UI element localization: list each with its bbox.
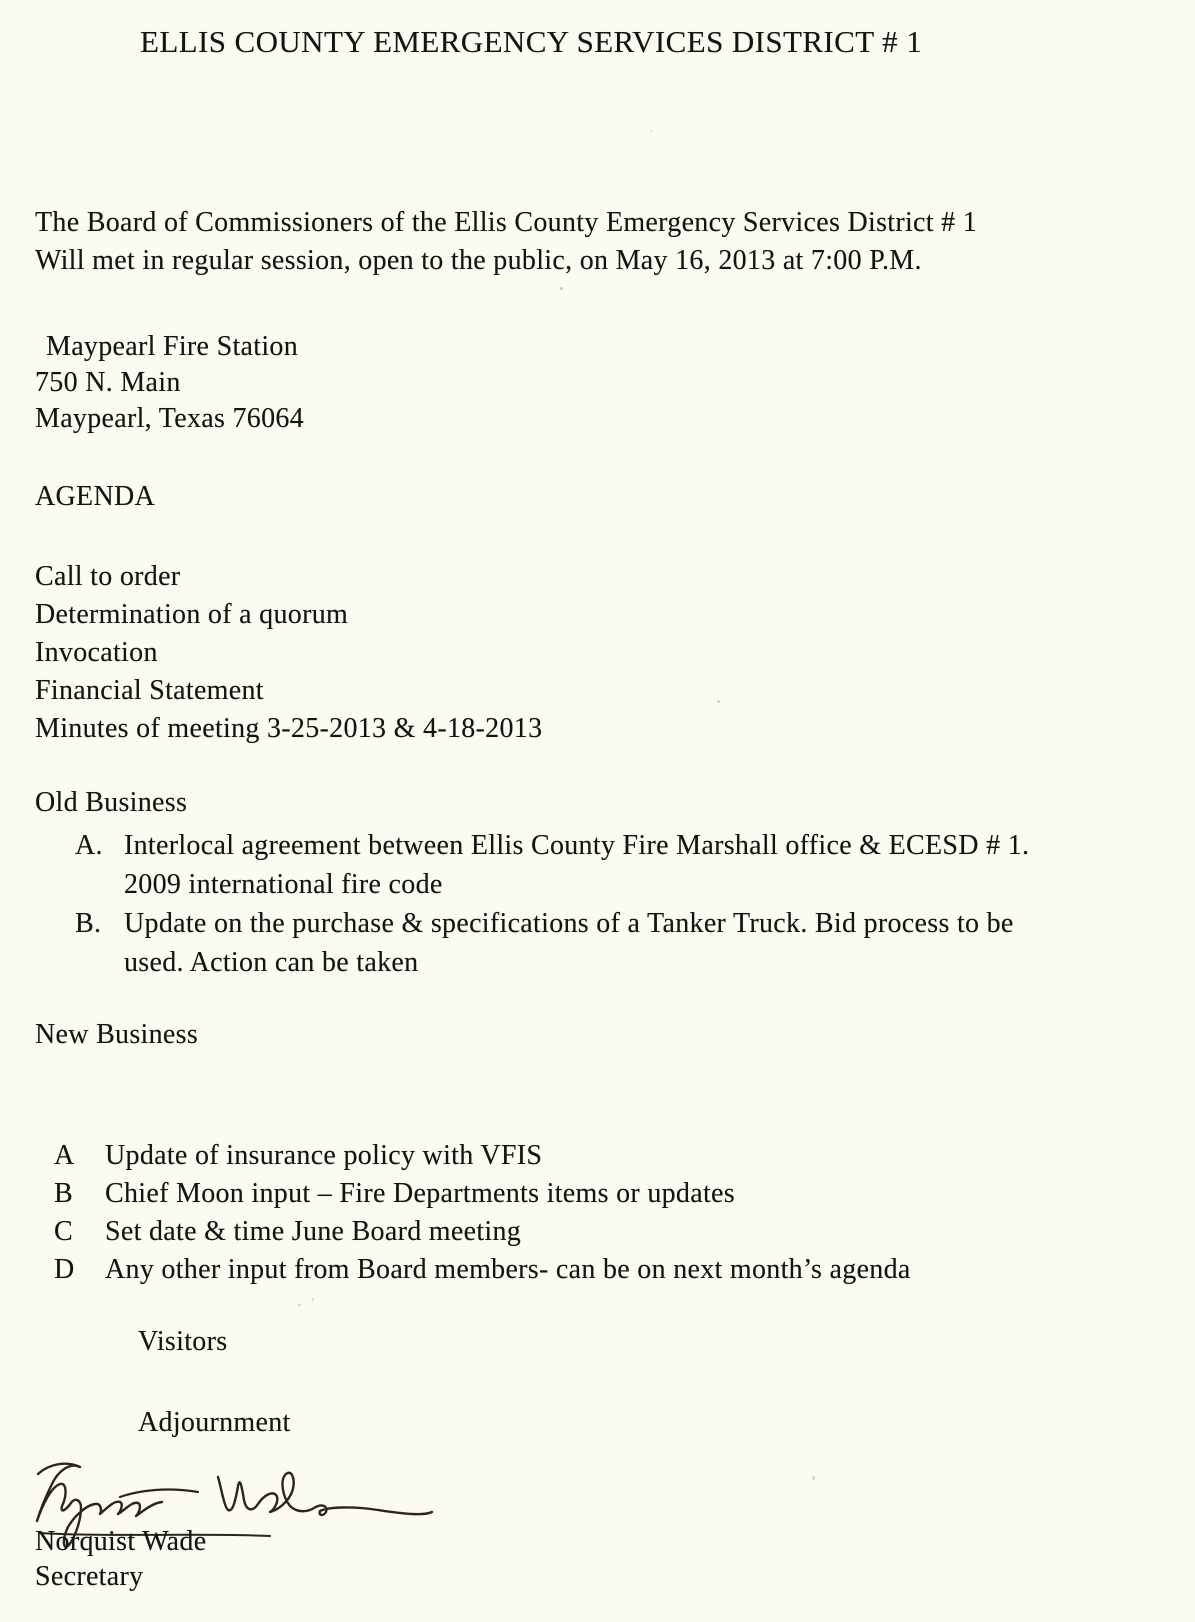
item-label: B	[54, 1178, 73, 1209]
scan-speck	[560, 287, 563, 290]
old-business-item-b-cont	[75, 943, 1029, 982]
new-business-item-b	[54, 1175, 911, 1213]
agenda-heading: AGENDA	[35, 481, 156, 512]
old-business-item-a	[75, 826, 1029, 865]
item-label: C	[54, 1216, 73, 1247]
agenda-item: Financial Statement	[35, 675, 264, 706]
location-block	[35, 329, 304, 437]
location-street: 750 N. Main	[35, 367, 181, 398]
agenda-list	[35, 558, 542, 748]
new-business-heading: New Business	[35, 1019, 199, 1050]
old-business-list	[75, 826, 1029, 982]
intro-paragraph	[35, 204, 977, 280]
new-business-list	[54, 1137, 911, 1289]
scan-speck	[812, 1476, 815, 1480]
old-business-item-a-cont	[75, 865, 1029, 904]
scan-speck	[717, 700, 720, 703]
agenda-item: Determination of a quorum	[35, 599, 349, 630]
item-label-spacer	[75, 865, 124, 904]
visitors-heading: Visitors	[138, 1326, 228, 1357]
item-text: used. Action can be taken	[124, 947, 419, 978]
location-name: Maypearl Fire Station	[46, 331, 299, 362]
agenda-item: Call to order	[35, 561, 181, 592]
intro-line-1: The Board of Commissioners of the Ellis County Emergency Services District # 1	[35, 207, 978, 238]
agenda-item: Minutes of meeting 3-25-2013 & 4-18-2013	[35, 713, 543, 744]
scan-speck	[650, 130, 652, 132]
item-label-spacer	[75, 943, 124, 982]
signature-printed-role: Secretary	[35, 1561, 144, 1592]
signature-last-name-stroke	[218, 1473, 432, 1515]
item-text: 2009 international fire code	[124, 869, 443, 900]
item-text: Update of insurance policy with VFIS	[105, 1140, 543, 1171]
adjournment-heading: Adjournment	[138, 1407, 291, 1438]
old-business-heading: Old Business	[35, 787, 188, 818]
old-business-item-b	[75, 904, 1029, 943]
document-title: ELLIS COUNTY EMERGENCY SERVICES DISTRICT # 1	[140, 24, 923, 59]
new-business-item-d	[54, 1251, 911, 1289]
item-label: D	[54, 1254, 75, 1285]
new-business-item-c	[54, 1213, 911, 1251]
signature-t-cross-stroke	[120, 1490, 198, 1497]
item-label: A	[54, 1140, 75, 1171]
item-label: A.	[75, 830, 103, 861]
signature-printed-name: Norquist Wade	[35, 1526, 207, 1557]
item-label: B.	[75, 908, 102, 939]
scan-speck	[312, 1298, 314, 1301]
item-text: Chief Moon input – Fire Departments items or updates	[105, 1178, 735, 1209]
intro-line-2: Will met in regular session, open to the public, on May 16, 2013 at 7:00 P.M.	[35, 245, 922, 276]
item-text: Any other input from Board members- can be on next month’s agenda	[105, 1254, 911, 1285]
item-text: Update on the purchase & specifications of a Tanker Truck. Bid process to be	[124, 908, 1014, 939]
agenda-item: Invocation	[35, 637, 158, 668]
location-city: Maypearl, Texas 76064	[35, 403, 304, 434]
item-text: Interlocal agreement between Ellis County Fire Marshall office & ECESD # 1.	[124, 830, 1030, 861]
item-text: Set date & time June Board meeting	[105, 1216, 522, 1247]
scan-speck	[298, 1304, 301, 1306]
new-business-item-a	[54, 1137, 911, 1175]
